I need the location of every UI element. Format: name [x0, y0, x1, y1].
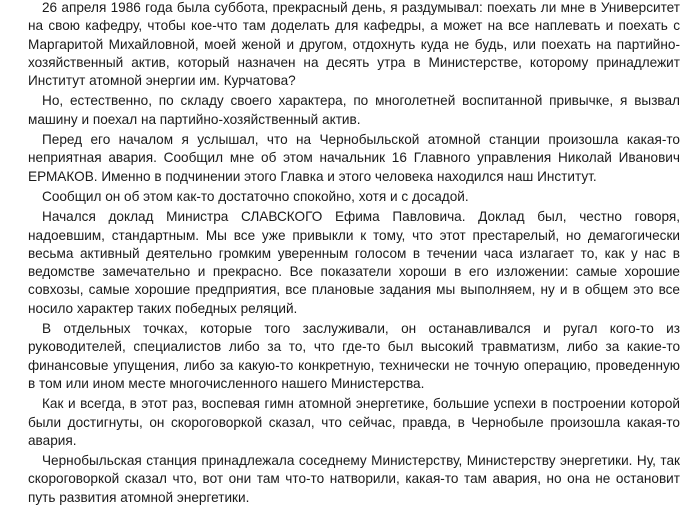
paragraph-1: 26 апреля 1986 года была суббота, прекрасный день, я раздумывал: поехать ли мне в Университет на свою кафедру, чтобы кое-что там доделать для кафедры, а может на все наплевать и поехать с Маргаритой Михайловной, моей женой и другом, отдохнуть куда не будь, или поехать на партийно-хозяйственный актив, который назначен на десять утра в Министерстве, которому принадлежит Институт атомной энергии им. Курчатова?	[28, 0, 680, 89]
paragraph-5: Начался доклад Министра СЛАВСКОГО Ефима Павловича. Доклад был, честно говоря, надоевшим, стандартным. Мы все уже привыкли к тому, что этот престарелый, но демагогически весьма активный деятельно громким уверенным голосом в течении часа излагает то, как у нас в ведомстве замечательно и прекрасно. Все показатели хороши в его изложении: самые хорошие совхозы, самые хорошие предприятия, все плановые задания мы выполняем, ну и в общем это все носило характер таких победных реляций.	[28, 209, 680, 316]
paragraph-8: Чернобыльская станция принадлежала соседнему Министерству, Министерству энергетики. Ну, так скороговоркой сказал что, вот они там что-то натворили, какая-то там авария, но она не остановит путь развития атомной энергетики.	[28, 453, 680, 505]
paragraph-2: Но, естественно, по складу своего характера, по многолетней воспитанной привычке, я вызвал машину и поехал на партийно-хозяйственный актив.	[28, 93, 680, 127]
paragraph-4: Сообщил он об этом как-то достаточно спокойно, хотя и с досадой.	[42, 188, 469, 204]
paragraph-7: Как и всегда, в этот раз, воспевая гимн атомной энергетике, большие успехи в построении которой были достигнуты, он скороговоркой сказал, что сейчас, правда, в Чернобыле произошла какая-то авария.	[28, 396, 680, 448]
paragraph-3: Перед его началом я услышал, что на Чернобыльской атомной станции произошла какая-то неприятная авария. Сообщил мне об этом начальник 16 Главного управления Николай Иванович ЕРМАКОВ. Именно в подчинении этого Главка и этого человека находился наш Институт.	[28, 132, 680, 184]
paragraph-6: В отдельных точках, которые того заслуживали, он останавливался и ругал кого-то из руководителей, специалистов либо за то, что где-то был высокий травматизм, либо за какие-то финансовые упущения, либо за какую-то конкретную, технически не точную операцию, проведенную в том или ином месте многочисленного нашего Министерства.	[28, 321, 680, 391]
